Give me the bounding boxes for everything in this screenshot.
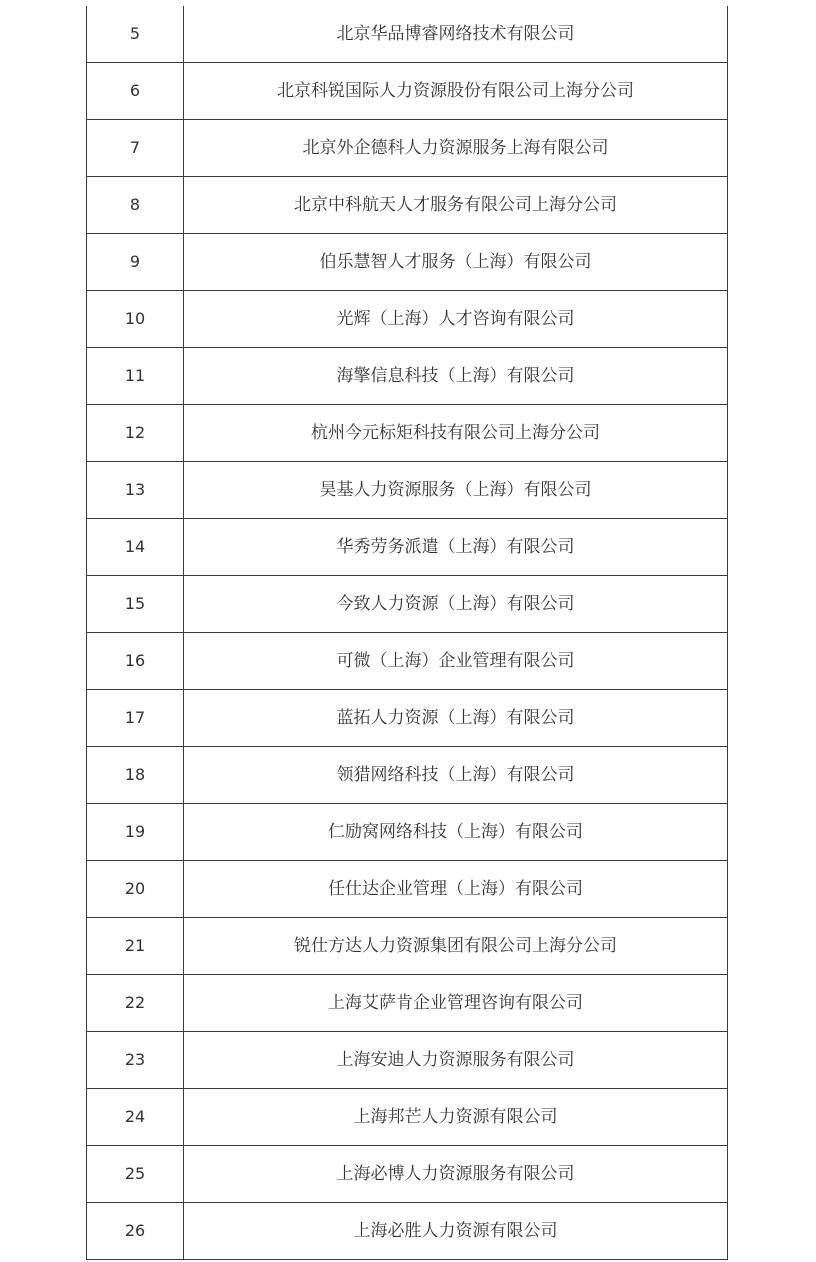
company-name: 上海必胜人力资源有限公司: [184, 1203, 728, 1260]
table-row: [87, 234, 728, 291]
row-number: 5: [87, 6, 184, 63]
company-name: 北京华品博睿网络技术有限公司: [184, 6, 728, 63]
company-name: 今致人力资源（上海）有限公司: [184, 576, 728, 633]
company-name: 上海邦芒人力资源有限公司: [184, 1089, 728, 1146]
row-number: 26: [87, 1203, 184, 1260]
company-name: 上海艾萨肯企业管理咨询有限公司: [184, 975, 728, 1032]
company-name: 北京外企德科人力资源服务上海有限公司: [184, 120, 728, 177]
table-row: [87, 120, 728, 177]
company-name: 上海安迪人力资源服务有限公司: [184, 1032, 728, 1089]
row-number: 12: [87, 405, 184, 462]
company-name: 上海必博人力资源服务有限公司: [184, 1146, 728, 1203]
table-row: [87, 804, 728, 861]
table-row: [87, 1089, 728, 1146]
table-row: [87, 1203, 728, 1260]
company-list-table: [86, 6, 728, 1260]
row-number: 20: [87, 861, 184, 918]
company-name: 光辉（上海）人才咨询有限公司: [184, 291, 728, 348]
table-row: [87, 975, 728, 1032]
table-row: [87, 177, 728, 234]
row-number: 22: [87, 975, 184, 1032]
company-name: 昊基人力资源服务（上海）有限公司: [184, 462, 728, 519]
company-name: 海擎信息科技（上海）有限公司: [184, 348, 728, 405]
row-number: 13: [87, 462, 184, 519]
row-number: 23: [87, 1032, 184, 1089]
company-list-table-wrapper: [86, 6, 728, 1260]
row-number: 15: [87, 576, 184, 633]
company-list-body: [87, 6, 728, 1260]
table-row: [87, 1146, 728, 1203]
row-number: 16: [87, 633, 184, 690]
company-name: 可微（上海）企业管理有限公司: [184, 633, 728, 690]
row-number: 14: [87, 519, 184, 576]
company-name: 锐仕方达人力资源集团有限公司上海分公司: [184, 918, 728, 975]
company-name: 北京中科航天人才服务有限公司上海分公司: [184, 177, 728, 234]
company-name: 北京科锐国际人力资源股份有限公司上海分公司: [184, 63, 728, 120]
row-number: 17: [87, 690, 184, 747]
table-row: [87, 6, 728, 63]
row-number: 25: [87, 1146, 184, 1203]
table-row: [87, 747, 728, 804]
company-name: 伯乐慧智人才服务（上海）有限公司: [184, 234, 728, 291]
company-name: 华秀劳务派遣（上海）有限公司: [184, 519, 728, 576]
row-number: 9: [87, 234, 184, 291]
table-row: [87, 405, 728, 462]
row-number: 24: [87, 1089, 184, 1146]
company-name: 领猎网络科技（上海）有限公司: [184, 747, 728, 804]
company-name: 任仕达企业管理（上海）有限公司: [184, 861, 728, 918]
table-row: [87, 861, 728, 918]
table-row: [87, 918, 728, 975]
table-row: [87, 633, 728, 690]
row-number: 18: [87, 747, 184, 804]
row-number: 11: [87, 348, 184, 405]
row-number: 21: [87, 918, 184, 975]
row-number: 6: [87, 63, 184, 120]
table-row: [87, 519, 728, 576]
table-row: [87, 348, 728, 405]
table-row: [87, 462, 728, 519]
table-row: [87, 690, 728, 747]
row-number: 8: [87, 177, 184, 234]
table-row: [87, 291, 728, 348]
table-row: [87, 576, 728, 633]
company-name: 蓝拓人力资源（上海）有限公司: [184, 690, 728, 747]
row-number: 7: [87, 120, 184, 177]
company-name: 仁励窝网络科技（上海）有限公司: [184, 804, 728, 861]
row-number: 10: [87, 291, 184, 348]
table-row: [87, 63, 728, 120]
row-number: 19: [87, 804, 184, 861]
company-name: 杭州今元标矩科技有限公司上海分公司: [184, 405, 728, 462]
table-row: [87, 1032, 728, 1089]
